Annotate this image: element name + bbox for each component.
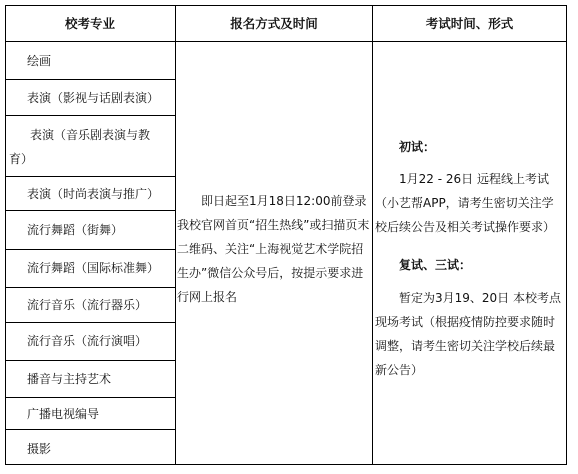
retest-title: 复试、三试： bbox=[399, 258, 472, 272]
header-divider bbox=[5, 41, 567, 42]
row-divider bbox=[5, 249, 176, 250]
major-item-pop-instrumental: 流行音乐（流行器乐） bbox=[27, 298, 148, 312]
header-major: 校考专业 bbox=[64, 16, 115, 31]
row-divider bbox=[5, 210, 176, 211]
first-exam-text: 1月22 - 26日 远程线上考试（小艺帮APP，请考生密切关注学校后续公告及相关考试操作要求） bbox=[375, 172, 556, 234]
major-item-street-dance: 流行舞蹈（街舞） bbox=[27, 223, 124, 237]
table-border-left bbox=[5, 5, 6, 465]
major-item-photography: 摄影 bbox=[27, 442, 52, 456]
row-divider bbox=[5, 397, 176, 398]
major-item-painting: 绘画 bbox=[27, 54, 52, 68]
row-divider bbox=[5, 360, 176, 361]
header-exam: 考试时间、形式 bbox=[425, 16, 514, 31]
column-divider-1 bbox=[175, 5, 176, 465]
major-item-broadcasting-hosting: 播音与主持艺术 bbox=[27, 372, 112, 386]
table-border-bottom bbox=[5, 464, 567, 465]
row-divider bbox=[5, 429, 176, 430]
row-divider bbox=[5, 176, 176, 177]
table-border-right bbox=[566, 5, 567, 465]
first-exam-title: 初试： bbox=[399, 140, 436, 154]
admission-table bbox=[5, 5, 567, 465]
row-divider bbox=[5, 79, 176, 80]
retest-text: 暂定为3月19、20日 本校考点现场考试（根据疫情防控要求随时调整，请考生密切关注学校后续最新公告） bbox=[375, 291, 561, 377]
header-registration: 报名方式及时间 bbox=[230, 16, 318, 31]
registration-text: 即日起至1月18日12:00前登录我校官网首页“招生热线”或扫描页末二维码、关注“上海视觉艺术学院招生办”微信公众号后，按提示要求进行网上报名 bbox=[177, 194, 370, 304]
row-divider bbox=[5, 287, 176, 288]
major-item-fashion-performance: 表演（时尚表演与推广） bbox=[27, 187, 160, 201]
major-item-pop-vocal: 流行音乐（流行演唱） bbox=[27, 334, 148, 348]
column-divider-2 bbox=[372, 5, 373, 465]
row-divider bbox=[5, 322, 176, 323]
major-item-musical-acting: 表演（音乐剧表演与教育） bbox=[9, 128, 151, 166]
major-item-ballroom-dance: 流行舞蹈（国际标准舞） bbox=[27, 261, 160, 275]
row-divider bbox=[5, 115, 176, 116]
major-item-film-drama-acting: 表演（影视与话剧表演） bbox=[27, 91, 160, 105]
major-item-tv-directing: 广播电视编导 bbox=[27, 407, 100, 421]
